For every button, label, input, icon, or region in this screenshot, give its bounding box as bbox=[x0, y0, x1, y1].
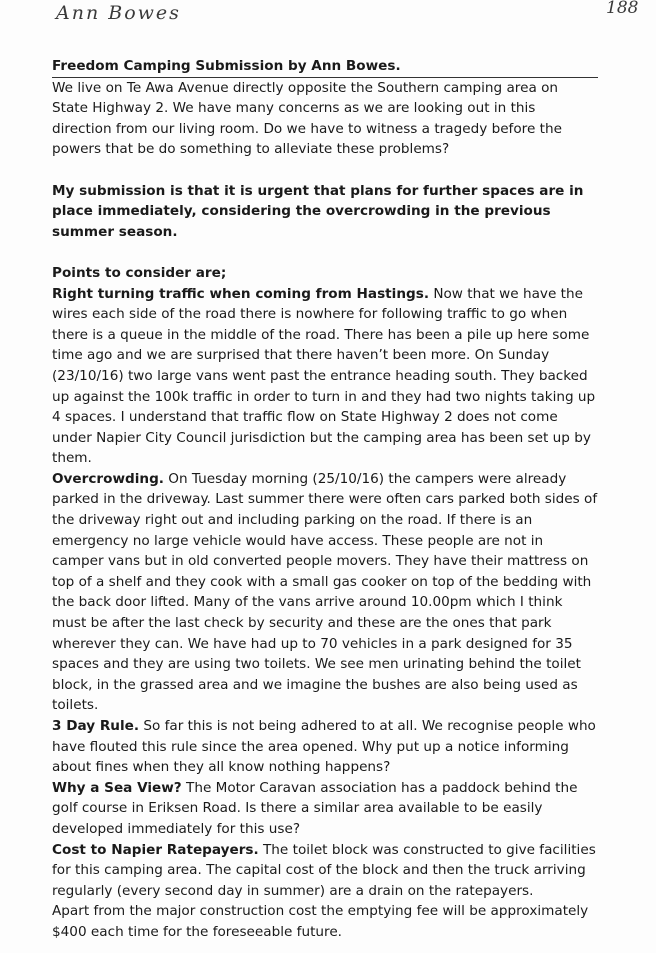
point-heading: 3 Day Rule. bbox=[52, 718, 140, 734]
point-text: The Motor Caravan association has a paddock behind the golf course in Eriksen Road. Is there a similar area available to be easily developed immediately for this use? bbox=[52, 779, 578, 837]
point-paragraph bbox=[52, 469, 598, 716]
point-text: So far this is not being adhered to at all. We recognise people who have flouted this rule since the area opened. Why put up a notice informing about fines when they all know nothing happens? bbox=[52, 718, 596, 776]
point-heading: Overcrowding. bbox=[52, 470, 164, 487]
point-heading: Cost to Napier Ratepayers. bbox=[52, 841, 259, 858]
points-heading: Points to consider are; bbox=[52, 264, 227, 281]
spacer bbox=[52, 160, 598, 181]
submission-body bbox=[52, 56, 598, 943]
submission-statement: My submission is that it is urgent that plans for further spaces are in place immediately, considering the overcrowding in the previous summer season. bbox=[52, 182, 584, 240]
intro-paragraph: We live on Te Awa Avenue directly opposite the Southern camping area on State Highway 2. We have many concerns as we are looking out in this direction from our living room. Do we have to witness a tragedy before the powers that be do something to alleviate these problems? bbox=[52, 79, 562, 158]
point-text: The toilet block was constructed to give facilities for this camping area. The capital cost of the block and then the truck arriving regularly (every second day in summer) are a drain on the ratepayers. bbox=[52, 841, 596, 899]
point-text: Now that we have the wires each side of the road there is nowhere for following traffic to go when there is a queue in the middle of the road. There has been a pile up here some time ago and we are surprised that there haven’t been more. On Sunday (23/10/16) two large vans went past the entrance heading south. They backed up against the 100k traffic in order to turn in and they had two nights taking up 4 spaces. I understand that traffic flow on State Highway 2 does not come under Napier City Council jurisdiction but the camping area has been set up by them. bbox=[52, 285, 596, 467]
point-heading: Right turning traffic when coming from Hastings. bbox=[52, 285, 429, 302]
title-block bbox=[52, 56, 598, 78]
point-text: On Tuesday morning (25/10/16) the campers were already parked in the driveway. Last summer there were often cars parked both sides of the driveway right out and including parking on the road. If there is an emergency no large vehicle would have access. These people are not in camper vans but in old converted people movers. They have their mattress on top of a shelf and they cook with a small gas cooker on top of the bedding with the back door lifted. Many of the vans arrive around 10.00pm which I think must be after the last check by security and these are the ones that park wherever they can. We have had up to 70 vehicles in a park designed for 35 spaces and they are using two toilets. We see men urinating behind the toilet block, in the grassed area and we imagine the bushes are also being used as toilets. bbox=[52, 470, 598, 714]
closing-paragraph: Apart from the major construction cost the emptying fee will be approximately $400 each time for the foreseeable future. bbox=[52, 903, 589, 940]
handwritten-name: Ann Bowes bbox=[56, 2, 181, 24]
document-title: Freedom Camping Submission by Ann Bowes. bbox=[52, 58, 401, 74]
point-heading: Why a Sea View? bbox=[52, 779, 182, 796]
point-paragraph bbox=[52, 716, 598, 778]
spacer bbox=[52, 242, 598, 263]
point-paragraph bbox=[52, 840, 598, 902]
point-paragraph bbox=[52, 284, 598, 469]
handwritten-page-number: 188 bbox=[606, 0, 639, 18]
point-paragraph bbox=[52, 778, 598, 840]
